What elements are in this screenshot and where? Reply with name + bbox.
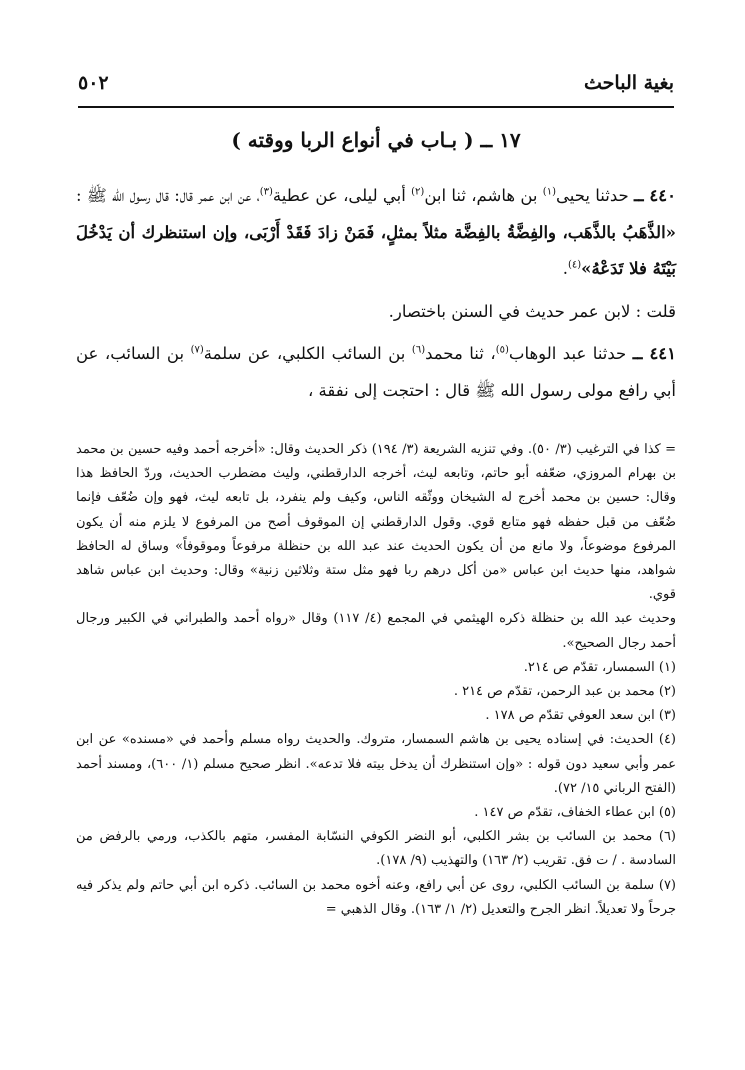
hadith-text: ، عن ابن عمر قال: قال رسول الله ﷺ :: [76, 186, 260, 205]
footnote-2: (٢) محمد بن عبد الرحمن، تقدّم ص ٢١٤ .: [453, 684, 676, 700]
hadith-text: حدثنا عبد الوهاب: [508, 344, 627, 363]
footnotes: [76, 438, 676, 922]
footnote-7: (٧) سلمة بن السائب الكلبي، روى عن أبي رافع، وعنه أخوه محمد بن السائب. ذكره ابن أبي حاتم ولم يذكر فيه جرحاً ولا تعديلاً. انظر الجرح والتعديل (٢/ ١/ ١٦٣). وقال الذهبي =: [76, 877, 676, 917]
hadith-text: أبي ليلى، عن عطية: [272, 186, 406, 205]
hadith-441: [76, 336, 676, 409]
hadith-text: بن السائب الكلبي، عن سلمة: [203, 344, 406, 363]
footnote-ref: (٦): [411, 344, 426, 356]
footnote-continuation: وحديث عبد الله بن حنظلة ذكره الهيثمي في المجمع (٤/ ١١٧) وقال «رواه أحمد والطبراني في الكبير ورجال أحمد رجال الصحيح».: [76, 611, 677, 651]
footnote-ref: (٤): [567, 259, 582, 271]
hadith-number: ٤٤٠ ــ: [633, 186, 677, 205]
footnote-3: (٣) ابن سعد العوفي تقدّم ص ١٧٨ .: [485, 708, 676, 724]
page-number: ٥٠٢: [78, 72, 109, 94]
footnote-ref: (٧): [190, 344, 204, 356]
footnote-ref: (٣): [259, 186, 273, 198]
page-header: [78, 72, 674, 104]
author-note: قلت : لابن عمر حديث في السنن باختصار.: [388, 301, 676, 321]
hadith-end: .: [562, 259, 568, 278]
footnote-6: (٦) محمد بن السائب بن بشر الكلبي، أبو النضر الكوفي النسّابة المفسر، متهم بالكذب، ورمي بالرفض من السادسة . / ت فق. تقريب (٢/ ١٦٣) والتهذيب (٩/ ١٧٨).: [76, 829, 676, 869]
hadith-quote: «الذَّهَبُ بالذَّهَب، والفِضَّةُ بالفِضَّة مثلاً بمثلٍ، فَمَنْ زادَ فَقَدْ أَرْبَى، وإن استنظرك أن يَدْخُلَ بَيْتَهُ فلا تَدَعْهُ»: [76, 222, 676, 278]
hadith-text: حدثنا يحيى: [555, 186, 629, 205]
main-text: [76, 178, 676, 415]
footnote-continuation: = كذا في الترغيب (٣/ ٥٠). وفي تنزيه الشريعة (٣/ ١٩٤) ذكر الحديث وقال: «أخرجه أحمد وفيه حسين بن محمد بن بهرام المروزي، ضعّفه أبو حاتم، وتابعه ليث، أخرجه الدارقطني، وليث مضطرب الحديث، وردّ الحافظ هذا وقال: حسين بن محمد أخرج له الشيخان ووثّقه الناس، وكيف ولم ينفرد، بل تابعه ليث، فهو وإن ضُعّف فإنما ضُعّف من قبل حفظه فهو متابع قوي. وقول الدارقطني إن الموقوف أصح من المرفوع لا يلزم منه أن يكون المرفوع موضوعاً، ولا مانع من أن يكون الحديث عند عبد الله بن حنظلة مرفوعاً وموقوفاً» وساق له الحافظ شواهد، منها حديث ابن عباس «من أكل درهم ربا فهو مثل ستة وثلاثين زنية» وقال: وحديث ابن عباس شاهد قوي.: [76, 442, 677, 603]
hadith-text: بن السائب، عن أبي رافع مولى رسول الله ﷺ قال : احتجت إلى نفقة ،: [76, 344, 676, 400]
hadith-440: [76, 178, 676, 288]
chapter-title: ١٧ ــ ( بـاب في أنواع الربا ووقته ): [231, 128, 521, 152]
hadith-number: ٤٤١ ــ: [632, 344, 677, 363]
hadith-text: بن هاشم، ثنا ابن: [424, 186, 538, 205]
footnote-5: (٥) ابن عطاء الخفاف، تقدّم ص ١٤٧ .: [474, 805, 676, 821]
header-rule: [78, 106, 674, 108]
hadith-text: ، ثنا محمد: [425, 344, 496, 363]
running-title: بغية الباحث: [584, 72, 674, 94]
footnote-4: (٤) الحديث: في إسناده يحيى بن هاشم السمسار، متروك. والحديث رواه مسلم وأحمد في «مسنده» عن ابن عمر وأبي سعيد دون قوله : «وإن استنظرك أن يدخل بيته فلا تدعه». انظر صحيح مسلم (١/ ٦٠٠)، ومسند أحمد (الفتح الرباني ١٥/ ٧٢).: [76, 732, 676, 796]
footnote-ref: (٢): [411, 186, 425, 198]
footnote-1: (١) السمسار، تقدّم ص ٢١٤.: [523, 659, 676, 675]
footnote-ref: (١): [542, 186, 556, 198]
footnote-ref: (٥): [495, 344, 509, 356]
